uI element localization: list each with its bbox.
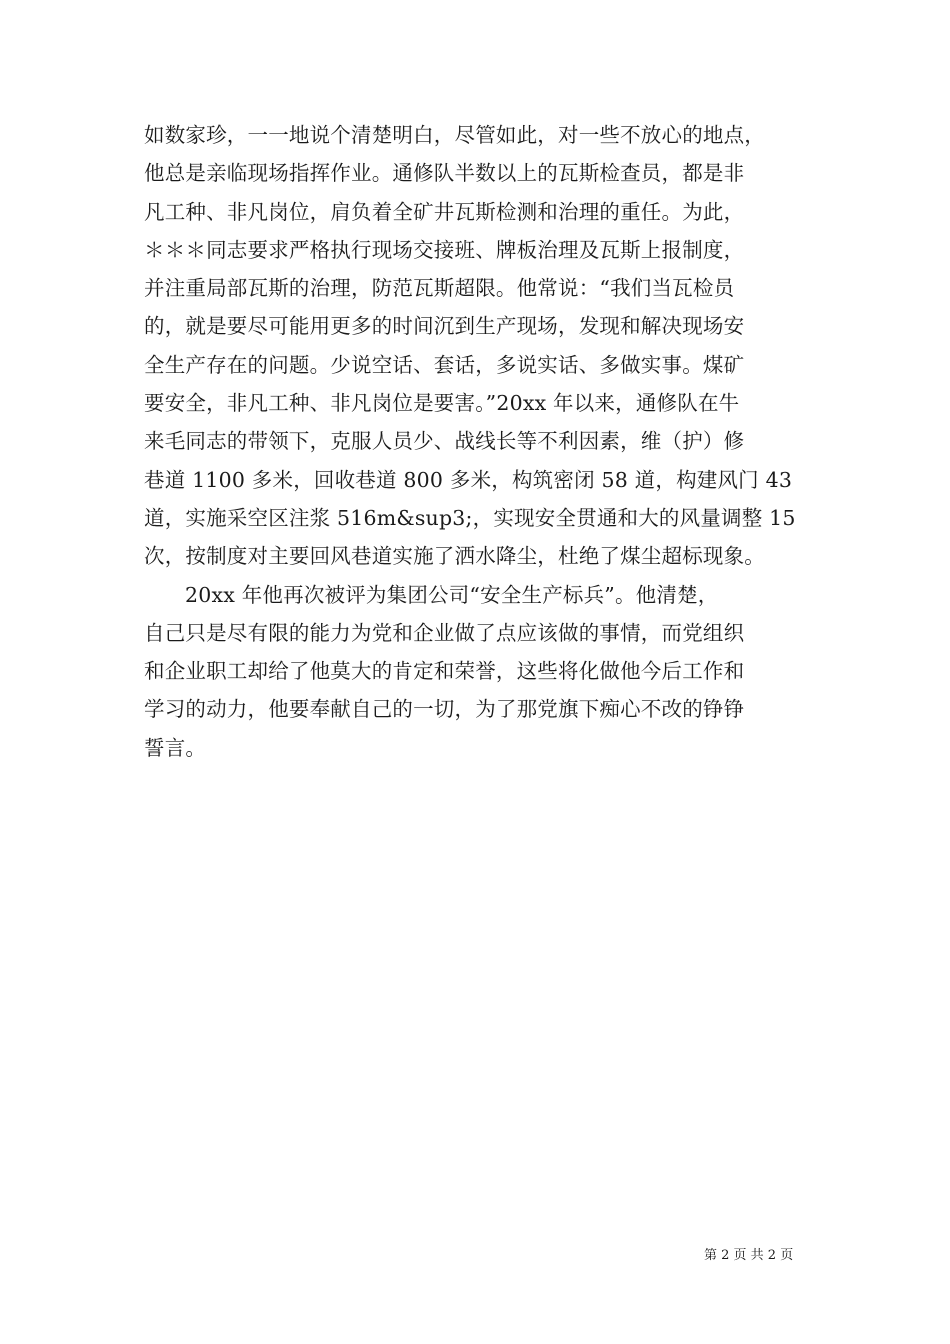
text-line: 自己只是尽有限的能力为党和企业做了点应该做的事情，而党组织 (144, 620, 745, 645)
text-line: ＊＊＊同志要求严格执行现场交接班、牌板治理及瓦斯上报制度， (144, 237, 745, 262)
text-line: 学习的动力，他要奉献自己的一切，为了那党旗下痴心不改的铮铮 (144, 697, 745, 722)
text-line: 凡工种、非凡岗位，肩负着全矿井瓦斯检测和治理的重任。为此， (144, 199, 745, 224)
page-number-footer: 第 2 页 共 2 页 (704, 1248, 794, 1263)
text-line: 来毛同志的带领下，克服人员少、战线长等不利因素，维（护）修 (144, 429, 745, 454)
text-line: 誓言。 (144, 735, 207, 760)
text-line: 和企业职工却给了他莫大的肯定和荣誉，这些将化做他今后工作和 (144, 659, 745, 684)
text-line: 并注重局部瓦斯的治理，防范瓦斯超限。他常说：“我们当瓦检员 (144, 276, 735, 301)
text-line: 的，就是要尽可能用更多的时间沉到生产现场，发现和解决现场安 (144, 314, 745, 339)
text-line: 全生产存在的问题。少说空话、套话，多说实话、多做实事。煤矿 (144, 352, 745, 377)
paragraph-start-line: 20xx 年他再次被评为集团公司“安全生产标兵”。他清楚， (185, 582, 719, 607)
text-line: 要安全，非凡工种、非凡岗位是要害。”20xx 年以来，通修队在牛 (144, 391, 740, 416)
text-line: 如数家珍，一一地说个清楚明白，尽管如此，对一些不放心的地点， (144, 123, 765, 147)
text-line: 次，按制度对主要回风巷道实施了洒水降尘，杜绝了煤尘超标现象。 (144, 544, 765, 569)
text-line: 道，实施采空区注浆 516m&sup3;，实现安全贯通和大的风量调整 15 (144, 505, 796, 530)
text-line: 巷道 1100 多米，回收巷道 800 多米，构筑密闭 58 道，构建风门 43 (144, 467, 793, 492)
text-line: 他总是亲临现场指挥作业。通修队半数以上的瓦斯检查员，都是非 (144, 161, 745, 186)
body-text (144, 116, 844, 767)
